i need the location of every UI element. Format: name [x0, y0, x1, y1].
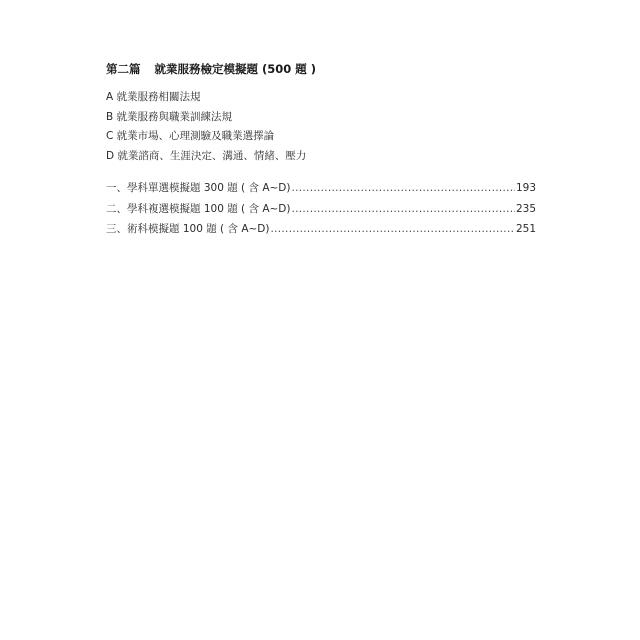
toc-leader-dots [271, 219, 515, 240]
section-part-label: 第二篇 [106, 62, 141, 76]
toc-entry[interactable] [106, 199, 536, 220]
document-page [106, 60, 536, 240]
toc-entry-label: 一、學科單選模擬題 300 題 ( 含 A~D) [106, 182, 291, 194]
toc-leader-dots [292, 199, 515, 220]
toc-entry[interactable] [106, 178, 536, 199]
toc-entry-label: 三、術科模擬題 100 題 ( 含 A~D) [106, 223, 270, 235]
topic-list [106, 88, 536, 166]
topic-item: C 就業市場、心理測驗及職業選擇論 [106, 130, 275, 142]
toc-entry-label: 二、學科複選模擬題 100 題 ( 含 A~D) [106, 202, 291, 215]
topic-item: A 就業服務相關法規 [106, 91, 201, 103]
toc-entry[interactable] [106, 219, 536, 240]
table-of-contents [106, 178, 536, 240]
toc-leader-dots [292, 178, 515, 199]
toc-entry-page: 235 [515, 202, 536, 215]
topic-item: D 就業諮商、生涯決定、溝通、情緒、壓力 [106, 149, 307, 162]
toc-entry-page: 251 [515, 223, 536, 235]
section-title: 就業服務檢定模擬題 (500 題 ) [154, 62, 317, 76]
toc-entry-page: 193 [515, 182, 536, 194]
topic-item: B 就業服務與職業訓練法規 [106, 110, 233, 123]
section-heading [106, 60, 536, 78]
